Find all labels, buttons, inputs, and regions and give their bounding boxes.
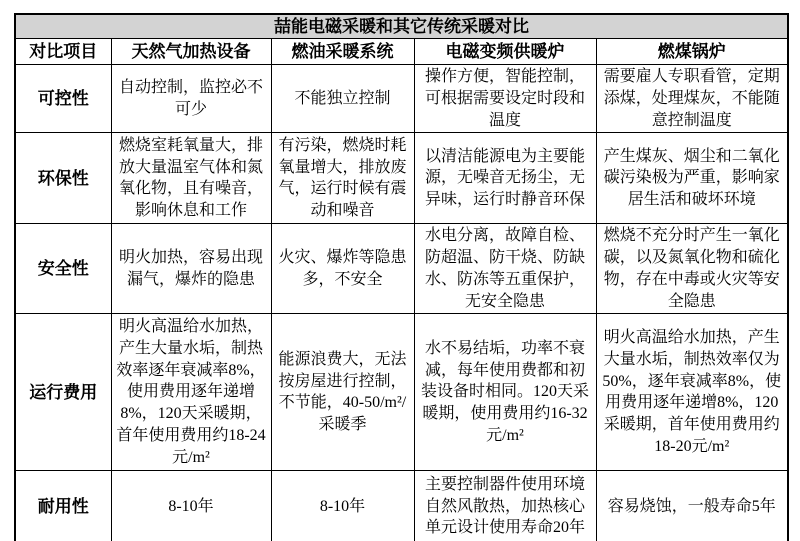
cell-running-cost-electromagnetic: 水不易结垢，功率不衰减，每年使用费都和初装设备时相同。120天采暖期，使用费用约16-32元/m²: [414, 314, 596, 471]
cell-safety-coal: 燃烧不充分时产生一氧化碳，以及氮氧化物和硫化物，存在中毒或火灾等安全隐患: [596, 224, 788, 314]
header-compare-item: 对比项目: [15, 39, 111, 65]
table-row-environmental: [15, 133, 788, 224]
cell-durability-coal: 容易烧蚀，一般寿命5年: [596, 471, 788, 541]
cell-safety-electromagnetic: 水电分离，故障自检、防超温、防干烧、防缺水、防冻等五重保护，无安全隐患: [414, 224, 596, 314]
cell-environmental-coal: 产生煤灰、烟尘和二氧化碳污染极为严重，影响家居生活和破坏环境: [596, 133, 788, 224]
cell-durability-gas: 8-10年: [111, 471, 271, 541]
table-header-row: [15, 39, 788, 65]
table-title-row: [15, 14, 788, 39]
header-coal-boiler: 燃煤锅炉: [596, 39, 788, 65]
header-electromagnetic: 电磁变频供暖炉: [414, 39, 596, 65]
table-row-running-cost: [15, 314, 788, 471]
cell-safety-oil: 火灾、爆炸等隐患多，不安全: [271, 224, 414, 314]
cell-durability-oil: 8-10年: [271, 471, 414, 541]
cell-environmental-gas: 燃烧室耗氧量大，排放大量温室气体和氮氧化物，且有噪音，影响休息和工作: [111, 133, 271, 224]
cell-controllability-coal: 需要雇人专职看管，定期添煤，处理煤灰，不能随意控制温度: [596, 65, 788, 133]
cell-controllability-gas: 自动控制，监控必不可少: [111, 65, 271, 133]
table-row-durability: [15, 471, 788, 541]
cell-controllability-electromagnetic: 操作方便，智能控制，可根据需要设定时段和温度: [414, 65, 596, 133]
table-row-controllability: [15, 65, 788, 133]
row-label-controllability: 可控性: [15, 65, 111, 133]
cell-controllability-oil: 不能独立控制: [271, 65, 414, 133]
row-label-safety: 安全性: [15, 224, 111, 314]
cell-running-cost-gas: 明火高温给水加热，产生大量水垢，制热效率逐年衰减率8%，使用费用逐年递增8%，120天采暖期，首年使用费用约18-24元/m²: [111, 314, 271, 471]
row-label-running-cost: 运行费用: [15, 314, 111, 471]
cell-durability-electromagnetic: 主要控制器件使用环境自然风散热，加热核心单元设计使用寿命20年: [414, 471, 596, 541]
header-natural-gas: 天然气加热设备: [111, 39, 271, 65]
table-row-safety: [15, 224, 788, 314]
table-title: 喆能电磁采暖和其它传统采暖对比: [15, 14, 788, 39]
header-fuel-oil: 燃油采暖系统: [271, 39, 414, 65]
cell-running-cost-coal: 明火高温给水加热，产生大量水垢，制热效率仅为50%，逐年衰减率8%，使用费用逐年递增8%，120采暖期，首年使用费用约18-20元/m²: [596, 314, 788, 471]
cell-running-cost-oil: 能源浪费大，无法按房屋进行控制，不节能，40-50/m²/采暖季: [271, 314, 414, 471]
cell-environmental-oil: 有污染，燃烧时耗氧量增大，排放废气，运行时候有震动和噪音: [271, 133, 414, 224]
heating-comparison-table: [14, 13, 789, 541]
row-label-environmental: 环保性: [15, 133, 111, 224]
row-label-durability: 耐用性: [15, 471, 111, 541]
cell-environmental-electromagnetic: 以清洁能源电为主要能源，无噪音无扬尘，无异味，运行时静音环保: [414, 133, 596, 224]
cell-safety-gas: 明火加热，容易出现漏气，爆炸的隐患: [111, 224, 271, 314]
